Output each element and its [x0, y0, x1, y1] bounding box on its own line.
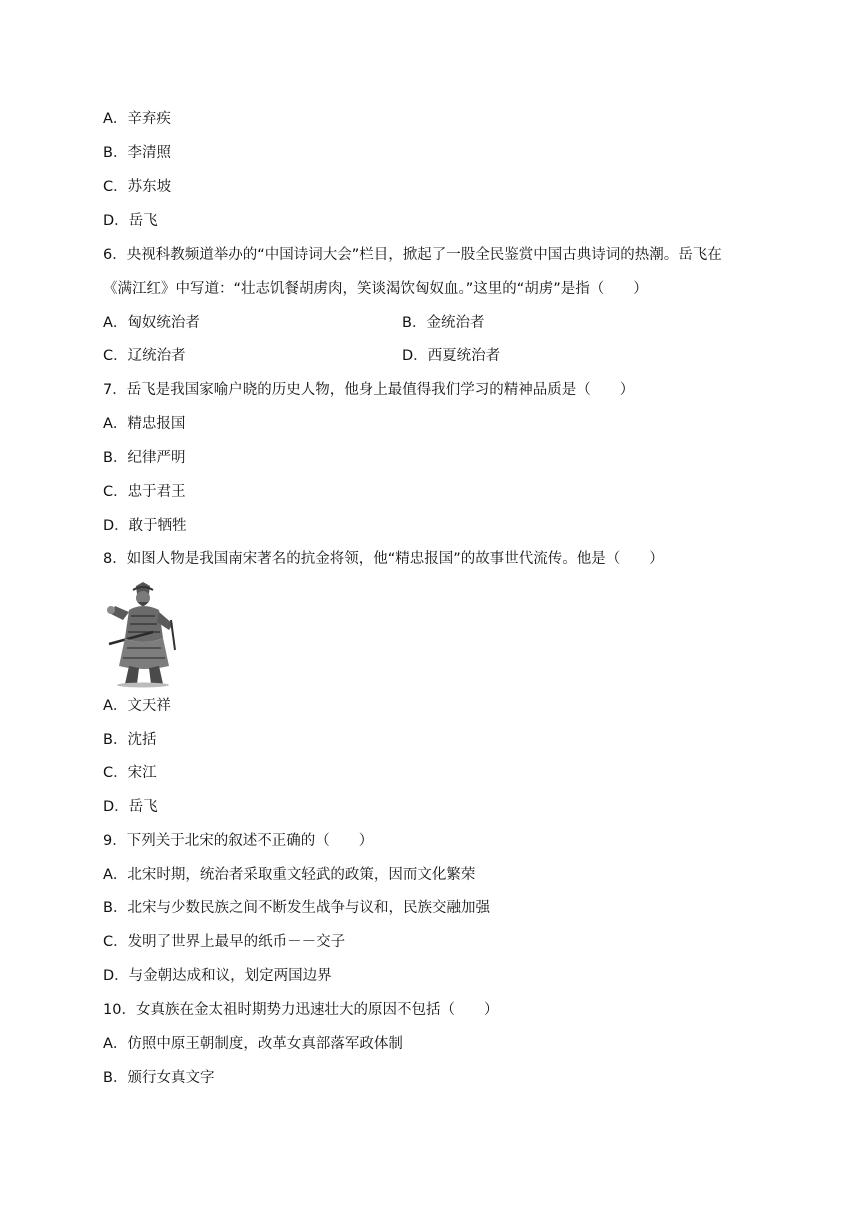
q7-stem: 7．岳飞是我国家喻户晓的历史人物，他身上最值得我们学习的精神品质是（ ）	[103, 382, 635, 398]
q8-option-b: B．沈括	[103, 732, 157, 748]
q5-option-c: C．苏东坡	[103, 179, 172, 195]
q9-option-c: C．发明了世界上最早的纸币－－交子	[103, 934, 346, 950]
q10-option-a: A．仿照中原王朝制度，改革女真部落军政体制	[103, 1036, 403, 1052]
q6-stem-line1: 6．央视科教频道举办的“中国诗词大会”栏目，掀起了一股全民鉴赏中国古典诗词的热潮。岳飞在	[103, 247, 722, 263]
q5-option-a: A．辛弃疾	[103, 111, 171, 127]
q5-option-d: D．岳飞	[103, 213, 158, 229]
q8-option-a: A．文天祥	[103, 698, 171, 714]
q9-option-b: B．北宋与少数民族之间不断发生战争与议和，民族交融加强	[103, 900, 490, 916]
q9-stem: 9．下列关于北宋的叙述不正确的（ ）	[103, 833, 374, 849]
q6-stem-line2: 《满江红》中写道：“壮志饥餐胡虏肉，笑谈渴饮匈奴血。”这里的“胡虏”是指（ ）	[103, 281, 648, 297]
armored-general-figure-icon	[103, 580, 181, 688]
q8-stem: 8．如图人物是我国南宋著名的抗金将领，他“精忠报国”的故事世代流传。他是（ ）	[103, 551, 664, 567]
q10-option-b: B．颁行女真文字	[103, 1070, 215, 1086]
q8-option-c: C．宋江	[103, 765, 157, 781]
q7-option-a: A．精忠报国	[103, 416, 186, 432]
q9-option-d: D．与金朝达成和议，划定两国边界	[103, 968, 332, 984]
q7-option-c: C．忠于君王	[103, 484, 186, 500]
q6-option-a: A．匈奴统治者	[103, 315, 200, 331]
q6-option-d: D．西夏统治者	[402, 348, 501, 364]
q10-stem: 10．女真族在金太祖时期势力迅速壮大的原因不包括（ ）	[103, 1002, 499, 1018]
q6-option-b: B．金统治者	[402, 315, 485, 331]
q5-option-b: B．李清照	[103, 145, 171, 161]
q8-option-d: D．岳飞	[103, 799, 158, 815]
q9-option-a: A．北宋时期，统治者采取重文轻武的政策，因而文化繁荣	[103, 867, 476, 883]
q7-option-d: D．敢于牺牲	[103, 518, 187, 534]
q6-option-c: C．辽统治者	[103, 348, 186, 364]
q7-option-b: B．纪律严明	[103, 450, 186, 466]
